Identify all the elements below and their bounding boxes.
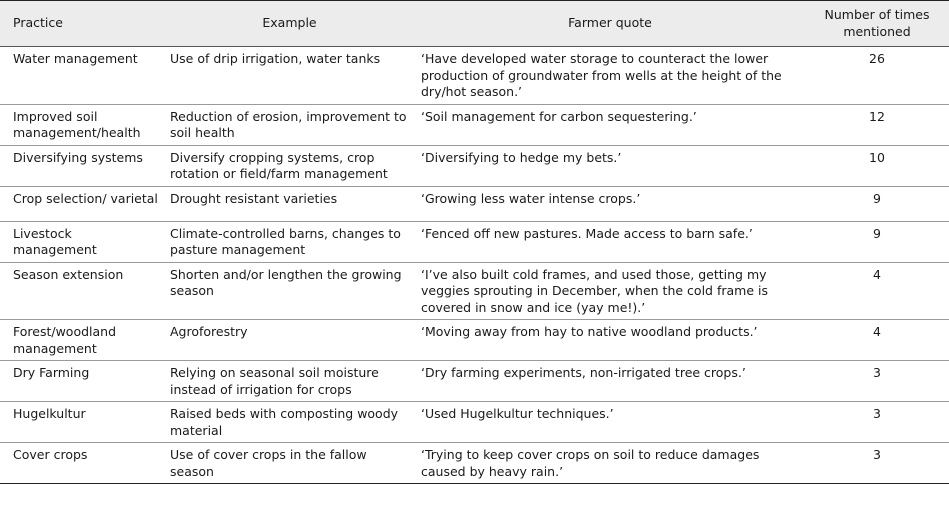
cell-example: Shorten and/or lengthen the growing season bbox=[170, 266, 402, 298]
cell-farmer-quote: ‘Diversifying to hedge my bets.’ bbox=[421, 149, 622, 165]
cell-farmer-quote: ‘Have developed water storage to counteract the lower production of groundwater from wells at the height of the dry/hot season.’ bbox=[421, 51, 782, 99]
cell-example: Use of drip irrigation, water tanks bbox=[170, 51, 381, 66]
header-practice: Practice bbox=[13, 15, 63, 31]
cell-example: Diversify cropping systems, crop rotation or field/farm management bbox=[170, 149, 388, 181]
table-row bbox=[0, 262, 949, 320]
cell-practice: Hugelkultur bbox=[13, 406, 86, 421]
table-row bbox=[0, 104, 949, 145]
table-row bbox=[0, 320, 949, 361]
cell-practice: Livestock management bbox=[13, 225, 97, 257]
cell-example: Raised beds with composting woody material bbox=[170, 406, 399, 438]
table-row bbox=[0, 361, 949, 402]
cell-practice: Diversifying systems bbox=[13, 149, 143, 165]
cell-farmer-quote: ‘I’ve also built cold frames, and used those, getting my veggies sprouting in December, when the cold frame is covered in snow and ice (yay me!).’ bbox=[421, 266, 768, 315]
cell-example: Agroforestry bbox=[170, 324, 248, 339]
table-row bbox=[0, 145, 949, 186]
cell-practice: Dry Farming bbox=[13, 365, 90, 380]
cell-practice: Season extension bbox=[13, 266, 124, 282]
cell-count: 3 bbox=[873, 447, 881, 462]
table-row bbox=[0, 443, 949, 484]
cell-farmer-quote: ‘Trying to keep cover crops on soil to reduce damages caused by heavy rain.’ bbox=[421, 447, 760, 479]
cell-count: 3 bbox=[873, 365, 881, 380]
cell-example: Climate-controlled barns, changes to pasture management bbox=[170, 225, 401, 257]
cell-farmer-quote: ‘Dry farming experiments, non-irrigated tree crops.’ bbox=[421, 365, 746, 380]
cell-farmer-quote: ‘Used Hugelkultur techniques.’ bbox=[421, 406, 614, 421]
header-example: Example bbox=[262, 15, 317, 31]
table-row bbox=[0, 47, 949, 105]
table-row bbox=[0, 221, 949, 262]
cell-count: 12 bbox=[869, 108, 885, 124]
cell-count: 10 bbox=[869, 149, 885, 165]
cell-farmer-quote: ‘Moving away from hay to native woodland products.’ bbox=[421, 324, 758, 339]
header-row bbox=[0, 1, 949, 47]
cell-farmer-quote: ‘Growing less water intense crops.’ bbox=[421, 190, 641, 206]
cell-count: 4 bbox=[873, 266, 881, 282]
cell-count: 9 bbox=[873, 190, 881, 206]
table-header bbox=[0, 1, 949, 47]
cell-count: 9 bbox=[873, 225, 881, 241]
header-farmer-quote: Farmer quote bbox=[568, 15, 652, 31]
table-row bbox=[0, 402, 949, 443]
cell-count: 26 bbox=[869, 51, 885, 66]
cell-example: Relying on seasonal soil moisture instead of irrigation for crops bbox=[170, 365, 379, 397]
cell-count: 4 bbox=[873, 324, 881, 339]
table-body bbox=[0, 47, 949, 484]
cell-count: 3 bbox=[873, 406, 881, 421]
cell-farmer-quote: ‘Fenced off new pastures. Made access to barn safe.’ bbox=[421, 225, 753, 241]
header-number-of-times-mentioned: Number of times mentioned bbox=[824, 7, 930, 39]
table-row bbox=[0, 186, 949, 221]
cell-practice: Forest/woodland management bbox=[13, 324, 117, 356]
cell-farmer-quote: ‘Soil management for carbon sequestering.’ bbox=[421, 108, 697, 124]
cell-practice: Water management bbox=[13, 51, 138, 66]
cell-example: Drought resistant varieties bbox=[170, 190, 338, 206]
cell-example: Reduction of erosion, improvement to soil health bbox=[170, 108, 407, 140]
cell-practice: Crop selection/ varietal bbox=[13, 190, 158, 206]
cell-example: Use of cover crops in the fallow season bbox=[170, 447, 367, 479]
cell-practice: Improved soil management/health bbox=[13, 108, 141, 140]
cell-practice: Cover crops bbox=[13, 447, 88, 462]
